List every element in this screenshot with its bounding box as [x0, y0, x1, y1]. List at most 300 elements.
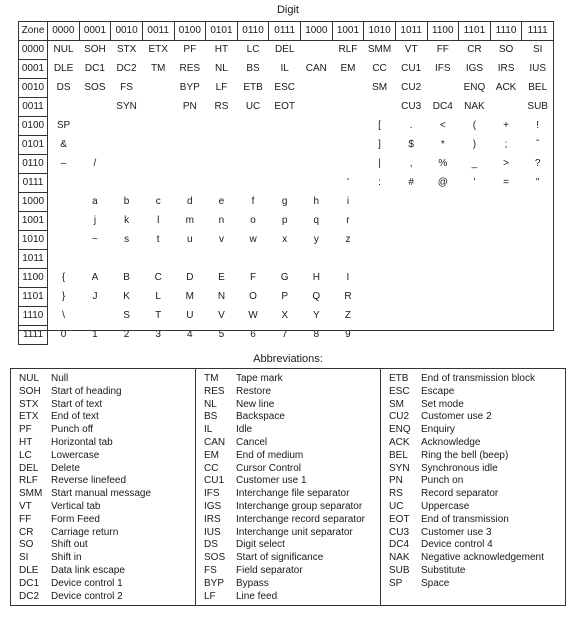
abbreviation-meaning: Horizontal tab: [51, 436, 113, 448]
table-cell: U: [186, 310, 194, 321]
table-cell: b: [123, 196, 130, 207]
column-header: 0100: [174, 22, 206, 41]
abbreviation-code: SO: [19, 539, 34, 551]
abbreviation-meaning: End of text: [51, 411, 99, 423]
column-header: 0000: [48, 22, 80, 41]
table-cell: [395, 307, 427, 326]
table-cell: [364, 269, 396, 288]
abbreviation-meaning: End of medium: [236, 449, 304, 461]
abbreviation-code: SM: [389, 398, 404, 410]
table-cell: DC2: [116, 63, 137, 74]
abbreviation-code: RES: [204, 385, 225, 397]
abbreviation-entry: [204, 565, 380, 578]
table-cell: [111, 174, 143, 193]
abbreviation-entry: [389, 411, 565, 424]
abbreviation-entry: [19, 578, 195, 591]
table-cell: W: [248, 310, 258, 321]
column-header: 0101: [206, 22, 238, 41]
table-cell: [490, 231, 522, 250]
table-cell: ?: [534, 158, 541, 169]
table-cell: ACK: [495, 82, 517, 93]
abbreviation-code: CU1: [204, 475, 225, 487]
abbreviation-code: IRS: [204, 513, 221, 525]
table-cell: HT: [214, 44, 229, 56]
abbreviation-code: NAK: [389, 552, 410, 564]
table-cell: EOT: [274, 101, 295, 112]
abbreviation-meaning: Device control 2: [51, 590, 123, 602]
table-cell: SI: [532, 44, 543, 56]
table-cell: TM: [150, 63, 166, 74]
zone-label: 1001: [19, 212, 48, 231]
table-cell: R: [344, 291, 352, 302]
abbreviation-meaning: Cancel: [236, 436, 268, 448]
table-cell: [269, 155, 301, 174]
abbreviation-meaning: Device control 4: [421, 539, 493, 551]
abbreviation-meaning: Escape: [421, 385, 455, 397]
abbreviation-code: CU2: [389, 411, 410, 423]
table-cell: PN: [182, 101, 197, 112]
abbreviation-code: IL: [204, 424, 213, 436]
zone-label: 1010: [19, 231, 48, 250]
abbreviation-code: BS: [204, 411, 218, 423]
abbreviation-meaning: Ring the bell (beep): [421, 449, 509, 461]
table-cell: [490, 307, 522, 326]
table-cell: e: [218, 196, 225, 207]
zone-label: 1101: [19, 288, 48, 307]
table-cell: j: [93, 215, 97, 226]
abbreviation-meaning: Backspace: [236, 411, 285, 423]
abbreviation-entry: [389, 463, 565, 476]
table-cell: D: [186, 272, 194, 283]
table-cell: SYN: [116, 101, 137, 112]
table-cell: [269, 174, 301, 193]
table-cell: >: [503, 158, 509, 169]
table-row: [19, 79, 554, 98]
abbreviation-code: SYN: [389, 462, 410, 474]
zone-label: 1011: [19, 250, 48, 269]
table-cell: [427, 269, 459, 288]
abbreviation-code: FF: [19, 513, 32, 525]
table-cell: [459, 212, 491, 231]
abbreviation-code: ACK: [389, 436, 410, 448]
abbreviation-code: DS: [204, 539, 218, 551]
table-cell: Z: [344, 310, 351, 321]
table-row: [19, 269, 554, 288]
table-row: [19, 41, 554, 60]
table-cell: STX: [116, 44, 137, 56]
table-cell: 9: [345, 329, 351, 340]
abbreviation-entry: [19, 552, 195, 565]
abbreviation-meaning: Interchange group separator: [236, 500, 363, 512]
abbreviation-entry: [204, 411, 380, 424]
table-cell: I: [346, 272, 350, 283]
table-cell: V: [218, 310, 225, 321]
abbreviation-entry: [19, 488, 195, 501]
table-cell: SMM: [367, 44, 392, 56]
table-cell: X: [281, 310, 289, 321]
table-cell: [111, 117, 143, 136]
table-row: [19, 98, 554, 117]
abbreviation-code: CR: [19, 526, 34, 538]
abbreviation-entry: [204, 399, 380, 412]
abbreviation-code: ETX: [19, 411, 39, 423]
abbreviation-code: RLF: [19, 475, 38, 487]
table-cell: [364, 307, 396, 326]
table-cell: ': [473, 177, 476, 188]
table-cell: ]: [378, 139, 381, 150]
table-cell: SO: [498, 44, 514, 56]
table-cell: $: [408, 139, 414, 150]
table-cell: [48, 231, 80, 250]
table-cell: z: [345, 234, 351, 245]
column-header: 1101: [459, 22, 491, 41]
table-cell: O: [249, 291, 257, 302]
table-cell: .: [409, 120, 413, 131]
table-cell: [332, 98, 364, 117]
table-cell: [332, 79, 364, 98]
table-cell: [490, 193, 522, 212]
abbreviation-entry: [19, 399, 195, 412]
table-cell: [364, 288, 396, 307]
table-cell: [459, 250, 491, 269]
abbreviation-meaning: Digit select: [236, 539, 285, 551]
abbreviation-meaning: Enquiry: [421, 424, 455, 436]
abbreviations-box: [10, 368, 566, 606]
ebcdic-table: [18, 21, 554, 345]
abbreviation-entry: [19, 450, 195, 463]
abbreviation-code: FS: [204, 564, 217, 576]
abbreviation-entry: [389, 488, 565, 501]
abbreviation-entry: [19, 373, 195, 386]
table-cell: EM: [340, 63, 356, 74]
table-cell: 1: [92, 329, 98, 340]
table-cell: t: [156, 234, 160, 245]
abbreviation-meaning: Bypass: [236, 577, 269, 589]
abbreviation-entry: [389, 373, 565, 386]
abbreviation-code: VT: [19, 500, 32, 512]
abbreviation-entry: [389, 578, 565, 591]
table-cell: ': [346, 177, 349, 188]
table-cell: [301, 117, 333, 136]
table-cell: [490, 250, 522, 269]
table-row: [19, 174, 554, 193]
table-cell: RES: [179, 63, 201, 74]
abbreviation-meaning: Interchange record separator: [236, 513, 365, 525]
table-row: [19, 288, 554, 307]
table-cell: SM: [372, 82, 388, 93]
digit-title: Digit: [276, 4, 299, 16]
abbreviation-meaning: New line: [236, 398, 275, 410]
table-cell: [364, 231, 396, 250]
table-cell: FS: [120, 82, 133, 93]
table-cell: |: [378, 158, 381, 169]
table-cell: A: [91, 272, 99, 283]
table-cell: %: [438, 158, 448, 169]
abbreviation-entry: [19, 463, 195, 476]
table-cell: ~: [92, 234, 98, 245]
abbreviation-meaning: Customer use 3: [421, 526, 492, 538]
table-cell: g: [281, 196, 288, 207]
table-cell: RS: [214, 101, 229, 112]
abbreviation-code: SOH: [19, 385, 41, 397]
table-cell: [364, 212, 396, 231]
table-cell: [332, 250, 364, 269]
table-cell: ESC: [274, 82, 295, 93]
table-cell: [364, 193, 396, 212]
table-cell: m: [185, 215, 194, 226]
table-cell: :: [378, 177, 381, 188]
abbreviation-code: LC: [19, 449, 32, 461]
zone-label: 0111: [19, 174, 48, 193]
column-header: 0011: [142, 22, 174, 41]
zone-label: 1110: [19, 307, 48, 326]
table-cell: [111, 136, 143, 155]
abbreviation-entry: [19, 539, 195, 552]
table-cell: E: [218, 272, 225, 283]
abbreviation-meaning: Shift in: [51, 552, 82, 564]
table-cell: [48, 212, 80, 231]
table-row: [19, 326, 554, 345]
table-cell: [490, 288, 522, 307]
abbreviation-meaning: Null: [51, 373, 69, 384]
abbreviation-meaning: Start of text: [51, 398, 103, 410]
table-cell: #: [408, 177, 414, 188]
table-cell: [237, 117, 269, 136]
table-cell: ): [472, 139, 477, 150]
table-cell: CU2: [401, 82, 422, 93]
table-cell: IFS: [435, 63, 451, 74]
table-cell: [364, 98, 396, 117]
table-cell: r: [346, 215, 350, 226]
table-cell: ": [535, 177, 540, 188]
abbreviation-code: NL: [204, 398, 217, 410]
table-cell: [395, 326, 427, 345]
table-row: [19, 60, 554, 79]
table-cell: [111, 155, 143, 174]
abbreviation-meaning: Carriage return: [51, 526, 119, 538]
abbreviation-entry: [389, 527, 565, 540]
abbreviation-meaning: Acknowledge: [421, 436, 481, 448]
table-cell: BYP: [179, 82, 200, 93]
abbreviation-meaning: Customer use 1: [236, 475, 307, 487]
table-cell: CAN: [305, 63, 327, 74]
table-cell: DEL: [274, 44, 295, 56]
table-cell: [522, 250, 554, 269]
table-cell: [269, 136, 301, 155]
table-cell: y: [313, 234, 319, 245]
abbreviation-meaning: Restore: [236, 385, 272, 397]
table-cell: [206, 136, 238, 155]
abbreviation-meaning: Device control 1: [51, 577, 123, 589]
table-cell: 6: [250, 329, 256, 340]
table-cell: NAK: [464, 101, 485, 112]
table-cell: [427, 79, 459, 98]
table-cell: l: [157, 215, 160, 226]
abbreviation-meaning: Punch on: [421, 475, 464, 487]
table-header-row: [19, 22, 554, 41]
table-cell: (: [472, 120, 477, 131]
abbreviation-meaning: Customer use 2: [421, 411, 492, 423]
table-cell: [301, 250, 333, 269]
table-cell: IL: [280, 63, 289, 74]
table-row: [19, 250, 554, 269]
column-header: 1111: [522, 22, 554, 41]
table-cell: [427, 326, 459, 345]
table-cell: [142, 174, 174, 193]
abbreviation-entry: [19, 565, 195, 578]
abbreviation-meaning: Uppercase: [421, 500, 470, 512]
table-cell: [395, 288, 427, 307]
table-cell: s: [124, 234, 130, 245]
abbreviation-code: EM: [204, 449, 219, 461]
table-cell: M: [185, 291, 194, 302]
abbreviation-meaning: Shift out: [51, 539, 88, 551]
abbreviation-code: SOS: [204, 552, 226, 564]
table-cell: VT: [404, 44, 418, 56]
table-cell: [237, 250, 269, 269]
table-cell: S: [123, 310, 130, 321]
table-cell: n: [218, 215, 225, 226]
table-cell: [332, 117, 364, 136]
abbreviation-code: DC1: [19, 577, 40, 589]
table-cell: [395, 193, 427, 212]
table-cell: SUB: [527, 101, 548, 112]
table-cell: k: [124, 215, 130, 226]
table-cell: ˆ: [536, 139, 540, 150]
abbreviation-entry: [389, 450, 565, 463]
abbreviation-code: SUB: [389, 564, 410, 576]
table-cell: [79, 250, 111, 269]
table-cell: G: [280, 272, 289, 283]
abbreviation-code: CC: [204, 462, 219, 474]
abbreviation-meaning: Lowercase: [51, 449, 100, 461]
abbreviation-meaning: Negative acknowledgement: [421, 552, 544, 564]
table-cell: 5: [218, 329, 225, 340]
table-row: [19, 212, 554, 231]
abbreviation-entry: [19, 437, 195, 450]
table-cell: RLF: [338, 44, 358, 56]
table-cell: [174, 155, 206, 174]
abbreviation-meaning: Reverse linefeed: [51, 475, 127, 487]
table-cell: CU1: [401, 63, 422, 74]
abbreviation-column: [195, 369, 380, 605]
table-cell: CR: [467, 44, 482, 56]
abbreviation-column: [380, 369, 565, 605]
table-cell: =: [503, 177, 509, 188]
table-cell: o: [250, 215, 256, 226]
abbreviation-entry: [204, 450, 380, 463]
abbreviation-code: CU3: [389, 526, 410, 538]
table-cell: [490, 269, 522, 288]
zone-label: 1100: [19, 269, 48, 288]
table-cell: !: [536, 120, 540, 131]
table-cell: [206, 117, 238, 136]
table-cell: [395, 212, 427, 231]
abbreviation-meaning: Substitute: [421, 564, 466, 576]
table-cell: [395, 231, 427, 250]
table-cell: H: [312, 272, 320, 283]
table-cell: u: [187, 234, 193, 245]
table-cell: ,: [409, 158, 413, 169]
abbreviation-code: EOT: [389, 513, 410, 525]
table-cell: [395, 250, 427, 269]
table-cell: [427, 212, 459, 231]
abbreviation-code: DLE: [19, 564, 39, 576]
table-cell: Q: [312, 291, 321, 302]
abbreviation-code: IGS: [204, 500, 222, 512]
zone-label: 0010: [19, 79, 48, 98]
abbreviation-meaning: Cursor Control: [236, 462, 302, 474]
abbreviation-meaning: Set mode: [421, 398, 464, 410]
table-cell: [522, 269, 554, 288]
table-cell: K: [123, 291, 130, 302]
abbreviation-entry: [19, 424, 195, 437]
table-cell: N: [217, 291, 226, 302]
column-header: 0111: [269, 22, 301, 41]
table-cell: w: [249, 234, 257, 245]
abbreviation-meaning: Form Feed: [51, 513, 100, 525]
abbreviation-meaning: Vertical tab: [51, 500, 101, 512]
table-cell: LF: [215, 82, 228, 93]
abbreviation-entry: [19, 514, 195, 527]
table-cell: [174, 136, 206, 155]
table-cell: [237, 136, 269, 155]
abbreviation-code: HT: [19, 436, 33, 448]
table-cell: [301, 136, 333, 155]
table-cell: c: [155, 196, 161, 207]
table-cell: DC4: [432, 101, 453, 112]
table-cell: [522, 231, 554, 250]
table-cell: UC: [245, 101, 261, 112]
table-cell: [142, 136, 174, 155]
table-cell: [142, 98, 174, 117]
abbreviation-column: [11, 369, 195, 605]
abbreviation-entry: [19, 591, 195, 604]
table-cell: F: [250, 272, 257, 283]
table-cell: PF: [183, 44, 197, 56]
table-cell: /: [93, 158, 97, 169]
abbreviation-meaning: Start of heading: [51, 385, 122, 397]
abbreviation-meaning: Interchange file separator: [236, 488, 350, 500]
table-cell: q: [313, 215, 320, 226]
abbreviation-code: PN: [389, 475, 403, 487]
abbreviation-code: SP: [389, 577, 403, 589]
table-cell: [206, 250, 238, 269]
abbreviation-entry: [204, 552, 380, 565]
table-cell: [48, 174, 80, 193]
abbreviation-entry: [19, 501, 195, 514]
table-cell: [427, 288, 459, 307]
table-cell: i: [346, 196, 350, 207]
table-cell: [174, 250, 206, 269]
abbreviation-code: CAN: [204, 436, 226, 448]
table-cell: [427, 250, 459, 269]
abbreviation-entry: [204, 475, 380, 488]
table-cell: ;: [504, 139, 508, 150]
abbreviation-meaning: Tape mark: [236, 373, 283, 384]
table-cell: [332, 136, 364, 155]
abbreviation-code: BYP: [204, 577, 225, 589]
table-cell: x: [282, 234, 288, 245]
abbreviation-code: ENQ: [389, 424, 411, 436]
table-cell: SOS: [84, 82, 106, 93]
table-cell: \: [62, 310, 65, 321]
table-row: [19, 117, 554, 136]
table-cell: DLE: [53, 63, 74, 74]
abbreviation-entry: [204, 386, 380, 399]
table-cell: L: [155, 291, 161, 302]
abbreviation-entry: [204, 373, 380, 386]
